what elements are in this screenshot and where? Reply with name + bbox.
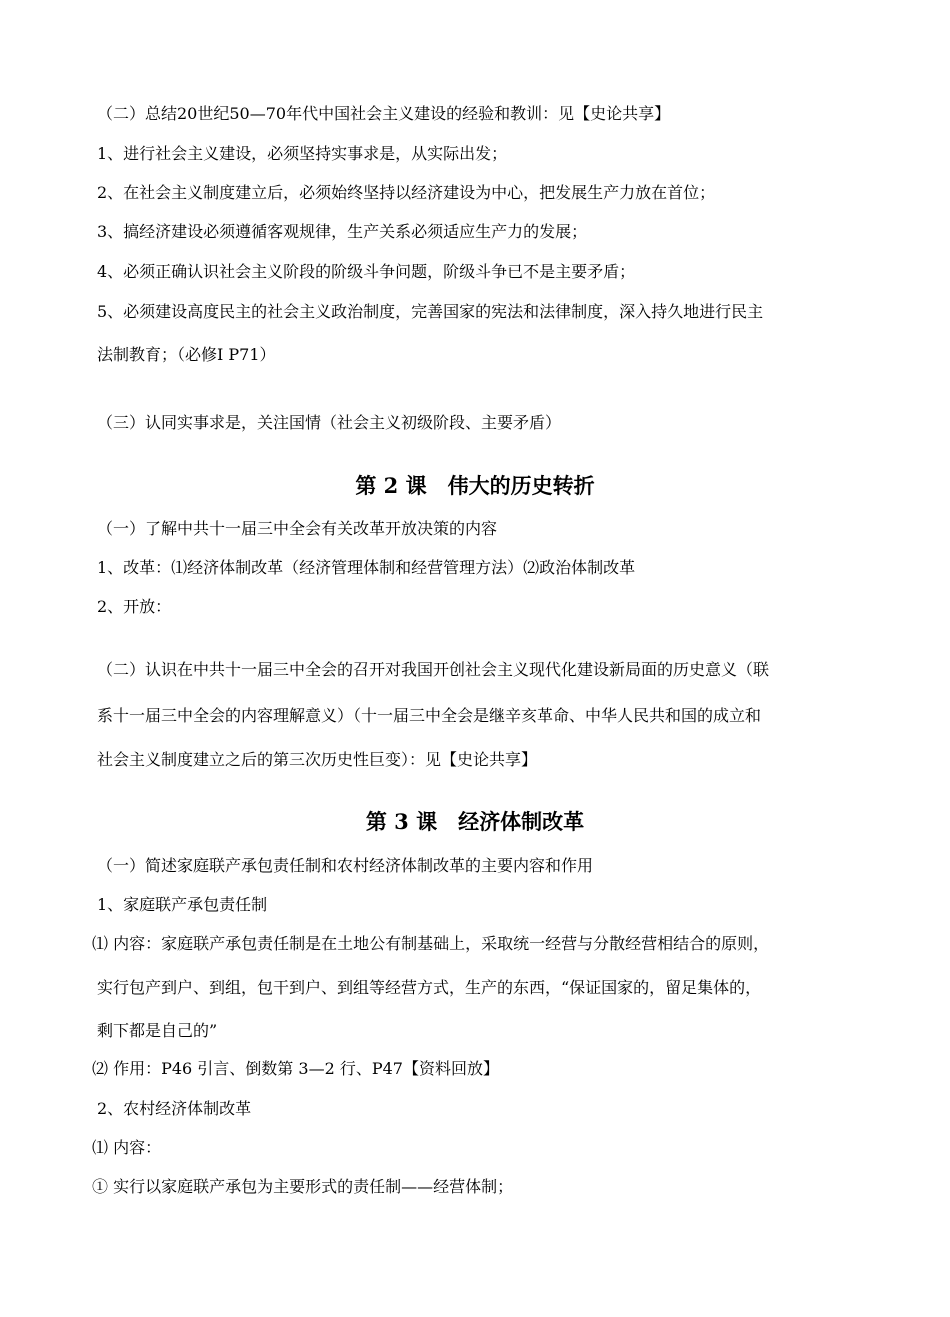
content-line-3: 剩下都是自己的” bbox=[97, 1021, 218, 1040]
lesson-3-heading-1: （一）简述家庭联产承包责任制和农村经济体制改革的主要内容和作用 bbox=[97, 856, 594, 875]
list-item-3: 3、搞经济建设必须遵循客观规律，生产关系必须适应生产力的发展； bbox=[97, 222, 588, 241]
content-line-2: 实行包产到户、到组，包干到户、到组等经营方式，生产的东西，“保证国家的，留足集体的， bbox=[97, 978, 762, 997]
sub-item-1: ① 实行以家庭联产承包为主要形式的责任制——经营体制； bbox=[92, 1177, 514, 1196]
lesson-2-heading-1: （一）了解中共十一届三中全会有关改革开放决策的内容 bbox=[97, 519, 498, 538]
list-item-5-line2: 法制教育；（必修Ⅰ P71） bbox=[97, 345, 276, 364]
lesson-3-item-2: 2、农村经济体制改革 bbox=[97, 1099, 252, 1118]
lesson-2-item-2: 2、开放： bbox=[97, 597, 172, 616]
list-item-1: 1、进行社会主义建设，必须坚持实事求是，从实际出发； bbox=[97, 144, 508, 163]
lesson-2-item-1: 1、改革：⑴经济体制改革（经济管理体制和经营管理方法）⑵政治体制改革 bbox=[97, 558, 636, 577]
lesson-2-title: 第 2 课 伟大的历史转折 bbox=[355, 473, 595, 498]
lesson-2-heading-2-line2: 系十一届三中全会的内容理解意义）（十一届三中全会是继辛亥革命、中华人民共和国的成立和 bbox=[97, 706, 762, 725]
lesson-3-item-1: 1、家庭联产承包责任制 bbox=[97, 895, 268, 914]
list-item-2: 2、在社会主义制度建立后，必须始终坚持以经济建设为中心，把发展生产力放在首位； bbox=[97, 183, 716, 202]
list-item-5-line1: 5、必须建设高度民主的社会主义政治制度，完善国家的宪法和法律制度，深入持久地进行民主 bbox=[97, 302, 764, 321]
section-heading-2: （二）总结20世纪50—70年代中国社会主义建设的经验和教训：见【史论共享】 bbox=[97, 104, 671, 123]
content-line-1: ⑴ 内容：家庭联产承包责任制是在土地公有制基础上，采取统一经营与分散经营相结合的原则， bbox=[92, 934, 770, 953]
lesson-2-heading-2-line3: 社会主义制度建立之后的第三次历史性巨变）：见【史论共享】 bbox=[97, 750, 538, 769]
lesson-3-title: 第 3 课 经济体制改革 bbox=[365, 809, 585, 834]
lesson-2-heading-2-line1: （二）认识在中共十一届三中全会的召开对我国开创社会主义现代化建设新局面的历史意义（联 bbox=[97, 660, 770, 679]
section-heading-3: （三）认同实事求是，关注国情（社会主义初级阶段、主要矛盾） bbox=[97, 413, 562, 432]
effect-line: ⑵ 作用：P46 引言、倒数第 3—2 行、P47【资料回放】 bbox=[92, 1059, 499, 1078]
list-item-4: 4、必须正确认识社会主义阶段的阶级斗争问题，阶级斗争已不是主要矛盾； bbox=[97, 262, 636, 281]
sub-content-line: ⑴ 内容： bbox=[92, 1138, 162, 1157]
